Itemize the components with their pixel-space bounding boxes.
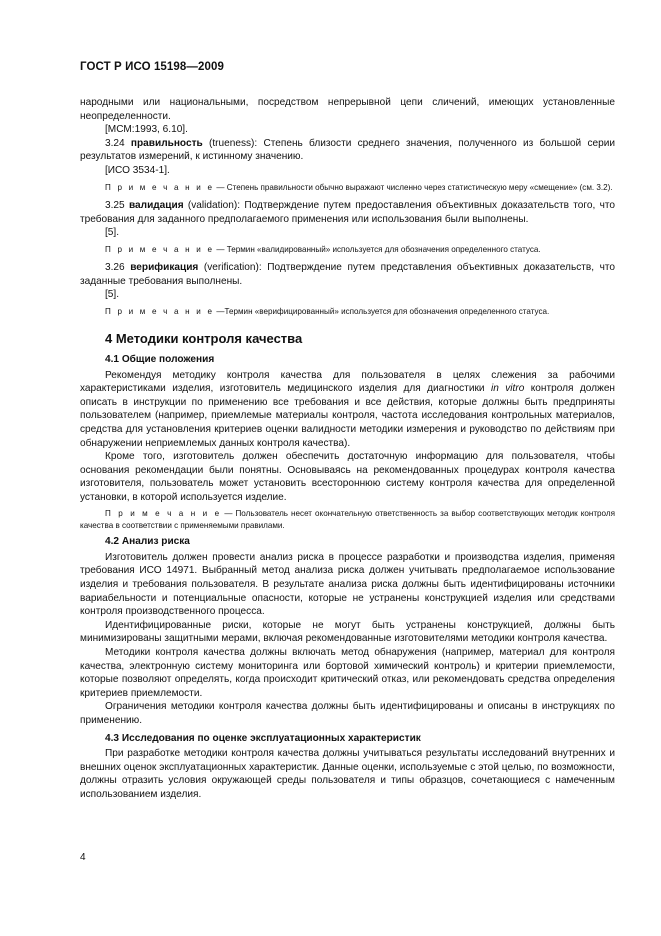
page-body xyxy=(80,96,615,802)
term-3-24: 3.24 правильность (trueness): Степень близости среднего значения, полученного из большой серии результатов измерений, к истинному значению. xyxy=(80,137,615,163)
section-heading-4: 4 Методики контроля качества xyxy=(105,331,303,347)
term-3-25: 3.25 валидация (validation): Подтверждение путем предоставления объективных доказательств того, что требования для заданного предполагаемого применения или использования были выполнены. xyxy=(80,199,615,225)
paragraph: Изготовитель должен провести анализ риска в процессе разработки и производства изделия, применяя требования ИСО 14971. Выбранный метод анализа риска должен учитывать предполагаемое использование изделия и требования пользователя. В результате анализа риска должны быть идентифицированы источники вариабельности и потенциальные опасности, которые не устранены конструкцией изделия или средствами контроля производственного процесса. xyxy=(80,551,615,618)
reference-mcm: [МСМ:1993, 6.10]. xyxy=(105,124,188,136)
reference-iso-3534: [ИСО 3534-1]. xyxy=(105,164,170,176)
paragraph: Кроме того, изготовитель должен обеспечить достаточную информацию для пользователя, чтобы основания рекомендации были понятны. Основываясь на рекомендованных процедурах контроля качества изготовителя, пользователь может установить всестороннюю систему контроля качества для определенной установки, в которой используется изделие. xyxy=(80,451,615,503)
paragraph: При разработке методики контроля качества должны учитываться результаты исследований внутренних и внешних оценок эксплуатационных характеристик. Данные оценки, используемые с этой целью, по возможности, должны отразить условия окружающей среды пользователя и типы образцов, сочетающиеся с намеченным использованием изделия. xyxy=(80,748,615,800)
subsection-heading-4-1: 4.1 Общие положения xyxy=(105,353,215,365)
note-verification: П р и м е ч а н и е —Термин «верифицированный» используется для обозначения определенного статуса. xyxy=(105,306,550,316)
paragraph: Рекомендуя методику контроля качества для пользователя в целях слежения за рабочими характеристиками изделия, изготовитель медицинского изделия для диагностики in vitro контроля должен описать в инструкции по применению все требования и все действия, которые должны быть предприняты пользователем (например, приемлемые материалы контроля, частота исследования контрольных материалов, средства для установления критериев оценки валидности методики измерения и руководство по действиям при обнаружении неприемлемых данных контроля качества). xyxy=(80,369,616,449)
reference-5: [5]. xyxy=(105,227,120,239)
page-number: 4 xyxy=(80,852,86,863)
note-trueness: П р и м е ч а н и е — Степень правильности обычно выражают численно через статистическую меру «смещение» (см. 3.2). xyxy=(105,182,613,192)
subsection-heading-4-3: 4.3 Исследования по оценке эксплуатационных характеристик xyxy=(105,732,421,744)
paragraph: Ограничения методики контроля качества должны быть идентифицированы и описаны в инструкциях по применению. xyxy=(80,701,615,726)
paragraph: Идентифицированные риски, которые не могут быть устранены конструкцией, должны быть минимизированы защитными мерами, включая рекомендованные изготовителями методики контроля качества. xyxy=(80,619,615,645)
subsection-heading-4-2: 4.2 Анализ риска xyxy=(105,536,190,548)
reference-5: [5]. xyxy=(105,289,120,301)
term-name: правильность xyxy=(130,137,203,149)
continued-paragraph: народными или национальными, посредством непрерывной цепи сличений, имеющих установленные неопределенности. xyxy=(80,97,615,122)
term-name: валидация xyxy=(128,199,184,211)
term-3-26: 3.26 верификация (verification): Подтверждение путем представления объективных доказательств, что заданные требования выполнены. xyxy=(80,262,615,287)
term-name: верификация xyxy=(130,262,199,274)
paragraph: Методики контроля качества должны включать метод обнаружения (например, материал для контроля качества, электронную систему мониторинга или бортовой химический контроль) и критерии приемлемости, которые позволяют определять, когда происходит критический отказ, или рекомендовать средства определения критериев приемлемости. xyxy=(80,647,615,699)
note-user-responsibility: П р и м е ч а н и е — Пользователь несет окончательную ответственность за выбор соответствующих методик контроля качества в соответствии с применяемыми правилами. xyxy=(80,509,615,530)
note-validation: П р и м е ч а н и е — Термин «валидированный» используется для обозначения определенного статуса. xyxy=(105,244,541,254)
document-header: ГОСТ Р ИСО 15198—2009 xyxy=(80,61,225,73)
